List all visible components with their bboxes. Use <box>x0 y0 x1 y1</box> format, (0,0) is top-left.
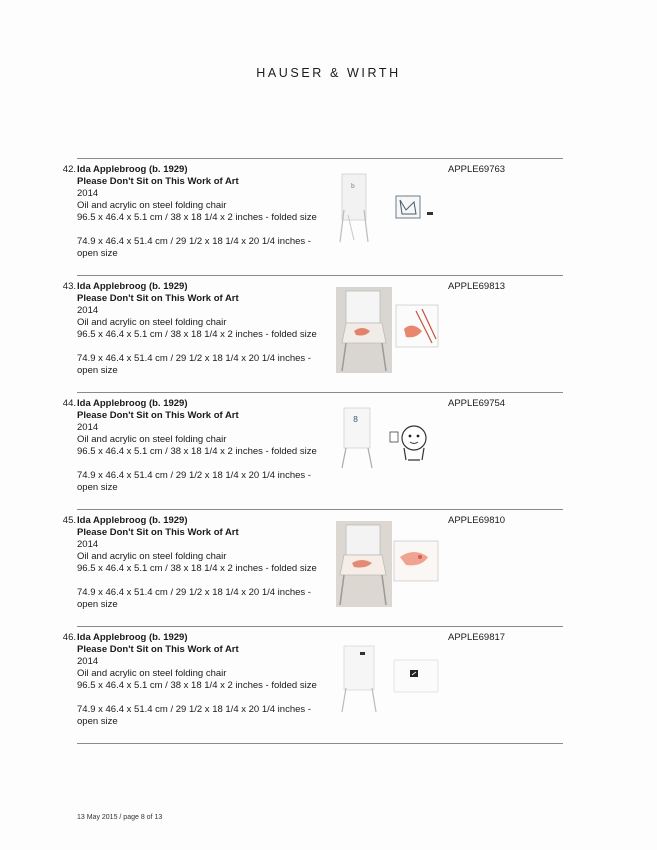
entry-details <box>77 281 327 377</box>
artwork-entry <box>0 164 657 279</box>
artist-name: Ida Applebroog (b. 1929) <box>77 632 188 643</box>
artwork-size-open: 74.9 x 46.4 x 51.4 cm / 29 1/2 x 18 1/4 x 20 1/4 inches - <box>77 353 311 364</box>
artwork-size-open-label: open size <box>77 482 118 493</box>
artwork-size-open: 74.9 x 46.4 x 51.4 cm / 29 1/2 x 18 1/4 x 20 1/4 inches - <box>77 704 311 715</box>
artist-name: Ida Applebroog (b. 1929) <box>77 398 188 409</box>
artwork-year: 2014 <box>77 188 99 199</box>
artwork-year: 2014 <box>77 656 99 667</box>
entry-details <box>77 632 327 728</box>
inventory-code: APPLE69763 <box>448 164 506 175</box>
artwork-entry <box>0 632 657 747</box>
artwork-entry <box>0 515 657 630</box>
artwork-size-folded: 96.5 x 46.4 x 5.1 cm / 38 x 18 1/4 x 2 inches - folded size <box>77 212 317 223</box>
entry-number: 43. <box>62 281 76 292</box>
inventory-code: APPLE69813 <box>448 281 506 292</box>
artwork-thumbnail <box>336 404 442 490</box>
artist-name: Ida Applebroog (b. 1929) <box>77 281 188 292</box>
artwork-title: Please Don't Sit on This Work of Art <box>77 644 239 655</box>
artwork-thumbnail <box>336 287 442 373</box>
artwork-title: Please Don't Sit on This Work of Art <box>77 410 239 421</box>
artwork-year: 2014 <box>77 539 99 550</box>
artwork-medium: Oil and acrylic on steel folding chair <box>77 668 227 679</box>
artwork-thumbnail <box>336 170 442 256</box>
inventory-code: APPLE69817 <box>448 632 506 643</box>
entry-details <box>77 398 327 494</box>
artwork-medium: Oil and acrylic on steel folding chair <box>77 434 227 445</box>
entry-number: 42. <box>62 164 76 175</box>
artwork-size-folded: 96.5 x 46.4 x 5.1 cm / 38 x 18 1/4 x 2 inches - folded size <box>77 563 317 574</box>
divider <box>77 158 563 159</box>
artwork-size-open-label: open size <box>77 365 118 376</box>
artwork-size-open-label: open size <box>77 716 118 727</box>
artwork-size-open: 74.9 x 46.4 x 51.4 cm / 29 1/2 x 18 1/4 x 20 1/4 inches - <box>77 470 311 481</box>
entry-number: 46. <box>62 632 76 643</box>
artwork-title: Please Don't Sit on This Work of Art <box>77 176 239 187</box>
artist-name: Ida Applebroog (b. 1929) <box>77 515 188 526</box>
artwork-thumbnail <box>336 638 442 724</box>
artwork-size-open-label: open size <box>77 599 118 610</box>
artwork-title: Please Don't Sit on This Work of Art <box>77 293 239 304</box>
artwork-size-open-label: open size <box>77 248 118 259</box>
artwork-title: Please Don't Sit on This Work of Art <box>77 527 239 538</box>
artwork-year: 2014 <box>77 422 99 433</box>
artwork-size-open: 74.9 x 46.4 x 51.4 cm / 29 1/2 x 18 1/4 x 20 1/4 inches - <box>77 236 311 247</box>
artwork-thumbnail <box>336 521 442 607</box>
artwork-entry <box>0 398 657 513</box>
inventory-code: APPLE69754 <box>448 398 506 409</box>
artwork-size-folded: 96.5 x 46.4 x 5.1 cm / 38 x 18 1/4 x 2 inches - folded size <box>77 446 317 457</box>
artwork-medium: Oil and acrylic on steel folding chair <box>77 317 227 328</box>
svg-text:b: b <box>351 183 355 190</box>
artwork-medium: Oil and acrylic on steel folding chair <box>77 551 227 562</box>
gallery-logo: HAUSER & WIRTH <box>256 66 401 80</box>
artwork-medium: Oil and acrylic on steel folding chair <box>77 200 227 211</box>
artist-name: Ida Applebroog (b. 1929) <box>77 164 188 175</box>
inventory-code: APPLE69810 <box>448 515 506 526</box>
artwork-size-open: 74.9 x 46.4 x 51.4 cm / 29 1/2 x 18 1/4 x 20 1/4 inches - <box>77 587 311 598</box>
entry-details <box>77 515 327 611</box>
svg-text:8: 8 <box>353 415 359 424</box>
artwork-size-folded: 96.5 x 46.4 x 5.1 cm / 38 x 18 1/4 x 2 inches - folded size <box>77 680 317 691</box>
entry-number: 45. <box>62 515 76 526</box>
artwork-entry <box>0 281 657 396</box>
entry-number: 44. <box>62 398 76 409</box>
artwork-year: 2014 <box>77 305 99 316</box>
page-footer: 13 May 2015 / page 8 of 13 <box>77 814 163 821</box>
entry-details <box>77 164 327 260</box>
artwork-size-folded: 96.5 x 46.4 x 5.1 cm / 38 x 18 1/4 x 2 inches - folded size <box>77 329 317 340</box>
